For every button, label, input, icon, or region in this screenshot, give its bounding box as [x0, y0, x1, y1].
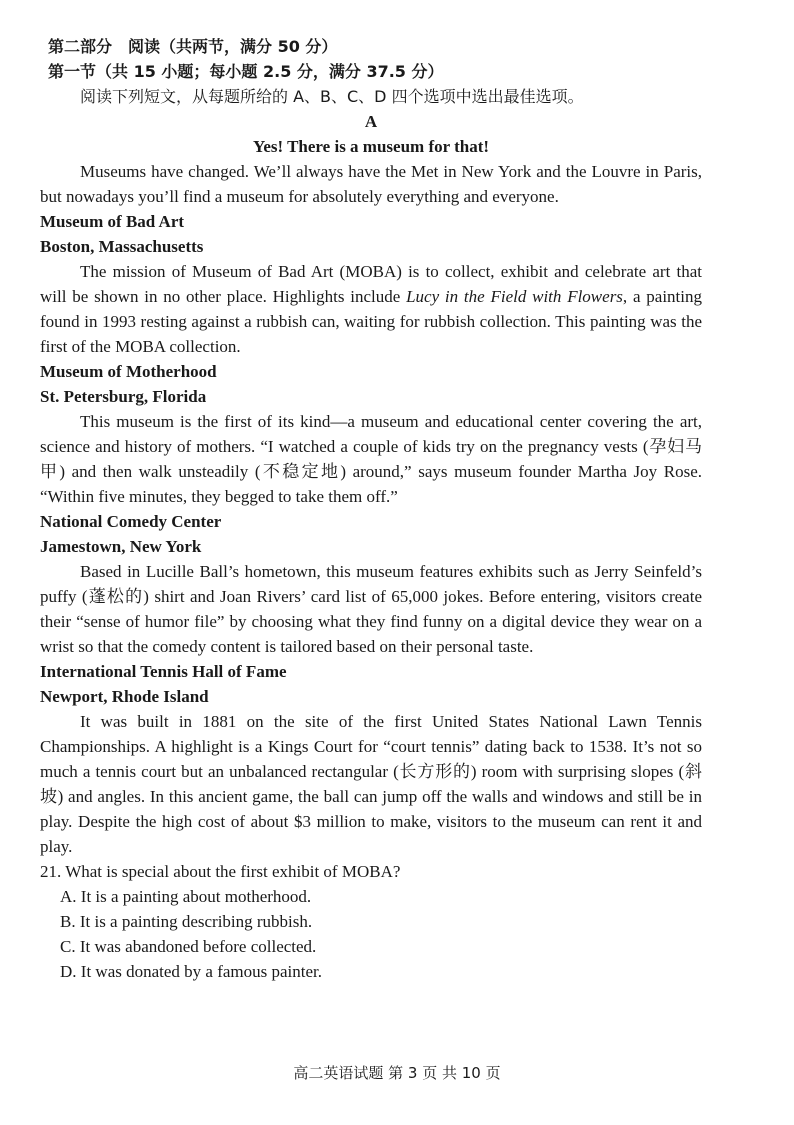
option-b: B. It is a painting describing rubbish.	[60, 912, 313, 931]
section-title: International Tennis Hall of Fame	[40, 662, 287, 681]
question-stem: 21. What is special about the first exhibit of MOBA?	[40, 862, 401, 881]
page-content	[40, 34, 702, 984]
passage-title: Yes! There is a museum for that!	[252, 137, 490, 156]
section-location: Newport, Rhode Island	[40, 687, 209, 706]
passage-intro: Museums have changed. We’ll always have the Met in New York and the Louvre in Paris, but nowadays you’ll find a museum for absolutely everything and everyone.	[40, 162, 702, 206]
section-location: Jamestown, New York	[40, 537, 202, 556]
option-d: D. It was donated by a famous painter.	[60, 962, 323, 981]
option-c: C. It was abandoned before collected.	[60, 937, 317, 956]
section-title: Museum of Bad Art	[40, 212, 185, 231]
section-heading: 第一节（共 15 小题；每小题 2.5 分，满分 37.5 分）	[48, 62, 444, 81]
passage-letter: A	[364, 112, 378, 131]
section-paragraph: This museum is the first of its kind—a museum and educational center covering the art, science and history of mothers. “I watched a couple of kids try on the pregnancy vests (孕妇马甲) and then walk unsteadily (不稳定地) around,” says museum founder Martha Joy Rose. “Within five minutes, they begged to take them off.”	[40, 412, 702, 506]
painting-title: Lucy in the Field with Flowers	[406, 287, 623, 306]
section-title: Museum of Motherhood	[40, 362, 217, 381]
section-paragraph	[40, 259, 702, 359]
section-location: St. Petersburg, Florida	[40, 387, 207, 406]
section-location: Boston, Massachusetts	[40, 237, 204, 256]
option-a: A. It is a painting about motherhood.	[60, 887, 312, 906]
section-paragraph: It was built in 1881 on the site of the first United States National Lawn Tennis Championships. A highlight is a Kings Court for “court tennis” dating back to 1538. It’s not so much a tennis court but an unbalanced rectangular (长方形的) room with surprising slopes (斜坡) and angles. In this ancient game, the ball can jump off the walls and windows and still be in play. Despite the high cost of about $3 million to make, visitors to the museum can rent it and play.	[40, 712, 702, 856]
instruction: 阅读下列短文，从每题所给的 A、B、C、D 四个选项中选出最佳选项。	[80, 87, 584, 106]
part-heading: 第二部分 阅读（共两节，满分 50 分）	[48, 37, 338, 56]
section-paragraph: Based in Lucille Ball’s hometown, this museum features exhibits such as Jerry Seinfeld’s puffy (蓬松的) shirt and Joan Rivers’ card list of 65,000 jokes. Before entering, visitors create their “sense of humor file” by choosing what they find funny on a digital device they wear on a wrist so that the comedy content is tailored based on their personal taste.	[40, 562, 702, 656]
page-footer: 高二英语试题 第 3 页 共 10 页	[293, 1064, 501, 1082]
paragraph-text: , a painting found in 1993 resting against a rubbish can, waiting for rubbish collection. This painting was the first of the MOBA collection.	[40, 287, 703, 356]
paragraph-text: The mission of Museum of Bad Art (MOBA) is to collect, exhibit and celebrate art that will be shown in no other place. Highlights include	[40, 262, 702, 306]
section-title: National Comedy Center	[40, 512, 222, 531]
